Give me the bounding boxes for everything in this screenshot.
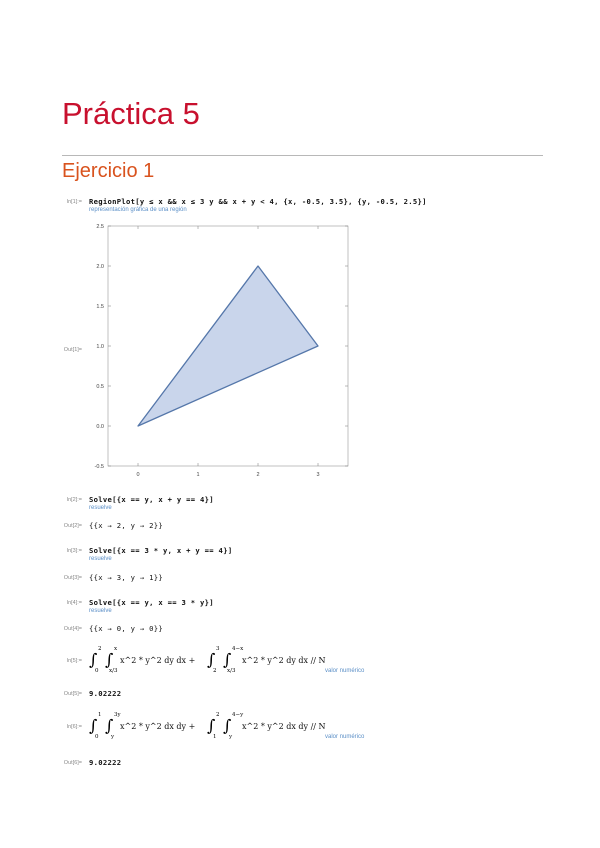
hint-3[interactable]: resuelve [89, 556, 112, 562]
lower-limit: y [229, 734, 233, 740]
lower-limit: 0 [95, 668, 99, 674]
integrand: x^2 * y^2 dy dx + [120, 656, 196, 665]
x-tick-label: 0 [136, 472, 140, 478]
in-label-1: In[1]:= [66, 199, 82, 205]
mesh-line [108, 220, 348, 258]
mesh-line [108, 220, 348, 258]
input-cell-1[interactable]: RegionPlot[y ≤ x && x ≤ 3 y && x + y < 4, {x, -0.5, 3.5}, {y, -0.5, 2.5}] [89, 197, 427, 206]
y-tick-label: 1.5 [96, 304, 104, 310]
hint-6[interactable]: valor numérico [325, 734, 365, 740]
hint-1[interactable]: representación gráfica de una región [89, 207, 187, 213]
mesh-line [108, 220, 348, 290]
upper-limit: 2 [216, 712, 220, 718]
upper-limit: 4−x [232, 646, 244, 652]
lower-limit: y [111, 734, 115, 740]
in-label-5: In[5]:= [66, 658, 82, 664]
mesh-line [108, 402, 348, 486]
region-plot[interactable] [80, 220, 370, 486]
mesh-line [108, 220, 348, 306]
mesh-line [108, 450, 348, 486]
y-tick-label: 2.5 [96, 224, 104, 230]
output-3: {{x → 3, y → 1}} [89, 573, 164, 582]
lower-limit: 0 [95, 734, 99, 740]
mesh-line [108, 220, 348, 242]
integral-sign: ∫ [223, 650, 232, 669]
mesh-line [108, 220, 348, 274]
out-label-5: Out[5]= [63, 691, 82, 697]
input-cell-3[interactable]: Solve[{x == 3 * y, x + y == 4}] [89, 546, 233, 555]
mesh-line [108, 402, 348, 486]
in-label-6: In[6]:= [66, 724, 82, 730]
mesh-line [108, 398, 348, 486]
mesh-line [108, 466, 348, 486]
lower-limit: 1 [213, 734, 217, 740]
upper-limit: 3 [216, 646, 220, 652]
integral-sign: ∫ [89, 650, 98, 669]
output-4: {{x → 0, y → 0}} [89, 624, 164, 633]
mesh-line [108, 466, 348, 486]
mesh-line [108, 386, 348, 486]
mesh-line [108, 434, 348, 486]
input-cell-4[interactable]: Solve[{x == y, x == 3 * y}] [89, 598, 214, 607]
integral-sign: ∫ [207, 716, 216, 735]
mesh-line [108, 418, 348, 486]
mesh-line [108, 220, 348, 306]
mesh-line [108, 220, 348, 242]
page-title: Práctica 5 [62, 96, 200, 131]
input-cell-2[interactable]: Solve[{x == y, x + y == 4}] [89, 495, 214, 504]
integral-sign: ∫ [223, 716, 232, 735]
x-tick-label: 1 [196, 472, 200, 478]
upper-limit: 1 [98, 712, 102, 718]
x-tick-label: 3 [316, 472, 320, 478]
mesh-line [108, 370, 348, 486]
mesh-line [108, 386, 348, 486]
mesh-line [108, 462, 348, 486]
y-tick-label: 0.0 [96, 424, 104, 430]
out-label-4: Out[4]= [63, 626, 82, 632]
out-label-6: Out[6]= [63, 760, 82, 766]
mesh-line [108, 430, 348, 486]
mesh-line [108, 220, 348, 226]
upper-limit: 4−y [232, 712, 244, 718]
upper-limit: 2 [98, 646, 102, 652]
lower-limit: x/3 [109, 668, 118, 674]
integrand: x^2 * y^2 dx dy // N [242, 722, 326, 731]
in-label-4: In[4]:= [66, 600, 82, 606]
mesh-line [108, 220, 348, 274]
y-tick-label: -0.5 [94, 464, 104, 470]
output-5: 9.02222 [89, 689, 122, 698]
mesh-line [108, 220, 348, 263]
mesh-line [108, 370, 348, 486]
region-polygon [138, 266, 318, 426]
integral-sign: ∫ [89, 716, 98, 735]
integral-sign: ∫ [105, 716, 114, 735]
mesh-line [108, 220, 348, 311]
lower-limit: 2 [213, 668, 217, 674]
in-label-2: In[2]:= [66, 497, 82, 503]
mesh-line [108, 482, 348, 486]
x-tick-label: 2 [256, 472, 260, 478]
integral-sign: ∫ [105, 650, 114, 669]
mesh-line [108, 220, 348, 279]
integrand: x^2 * y^2 dy dx // N [242, 656, 326, 665]
mesh-line [108, 220, 348, 226]
integral-sign: ∫ [207, 650, 216, 669]
y-tick-label: 0.5 [96, 384, 104, 390]
integrand: x^2 * y^2 dx dy + [120, 722, 196, 731]
mesh-line [108, 450, 348, 486]
section-heading: Ejercicio 1 [62, 160, 155, 182]
mesh-line [108, 220, 348, 290]
output-6: 9.02222 [89, 758, 122, 767]
output-2: {{x → 2, y → 2}} [89, 521, 164, 530]
mesh-line [108, 478, 348, 486]
y-tick-label: 2.0 [96, 264, 104, 270]
y-tick-label: 1.0 [96, 344, 104, 350]
upper-limit: 3y [114, 712, 121, 718]
out-label-1: Out[1]= [63, 347, 82, 353]
hint-2[interactable]: resuelve [89, 505, 112, 511]
mesh-line [108, 220, 348, 295]
title-divider [62, 155, 543, 156]
mesh-line [108, 482, 348, 486]
hint-5[interactable]: valor numérico [325, 668, 365, 674]
mesh-line [108, 220, 348, 231]
out-label-2: Out[2]= [63, 523, 82, 529]
mesh-line [108, 434, 348, 486]
lower-limit: x/3 [227, 668, 236, 674]
mesh-line [108, 414, 348, 486]
upper-limit: x [114, 646, 118, 652]
out-label-3: Out[3]= [63, 575, 82, 581]
mesh-line [108, 418, 348, 486]
mesh-line [108, 220, 348, 247]
hint-4[interactable]: resuelve [89, 608, 112, 614]
in-label-3: In[3]:= [66, 548, 82, 554]
mesh-line [108, 382, 348, 486]
